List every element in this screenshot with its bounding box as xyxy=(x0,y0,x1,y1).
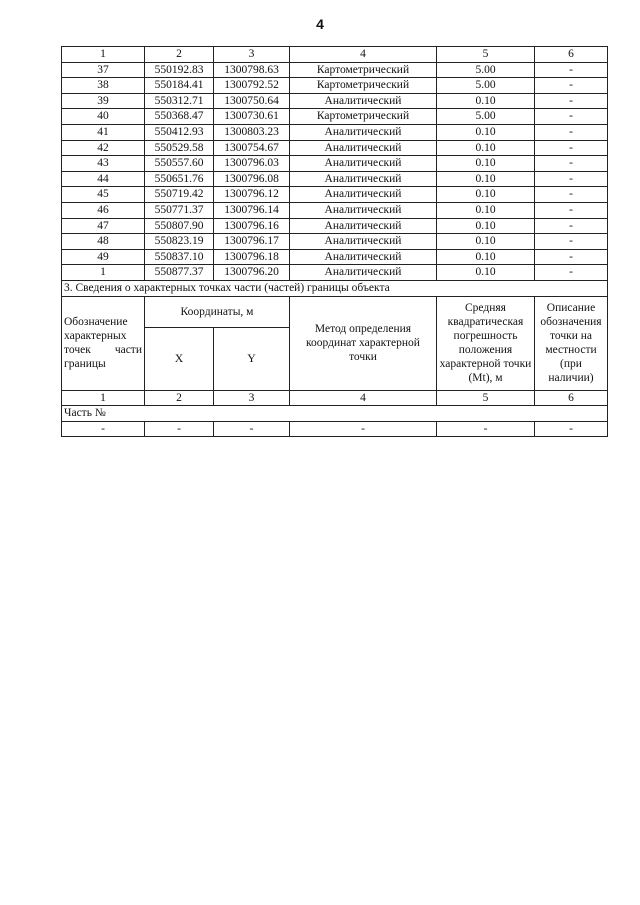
table-cell: 39 xyxy=(62,93,145,109)
table-row xyxy=(62,140,608,156)
table-cell: 41 xyxy=(62,124,145,140)
table-cell: 40 xyxy=(62,109,145,125)
table-cell: 4 xyxy=(290,47,437,63)
table-row xyxy=(62,156,608,172)
table-row xyxy=(62,187,608,203)
table-cell: - xyxy=(214,421,290,437)
table-cell: 550184.41 xyxy=(145,78,214,94)
table-cell: 1300796.03 xyxy=(214,156,290,172)
table-cell: 5 xyxy=(437,390,535,406)
part-label: Часть № xyxy=(62,406,608,422)
header-point-designation: Обозначение характерных точек части границы xyxy=(62,296,145,390)
table-cell: 1 xyxy=(62,47,145,63)
table-row xyxy=(62,218,608,234)
table-cell: - xyxy=(535,218,608,234)
table-cell: - xyxy=(535,156,608,172)
table-cell: 0.10 xyxy=(437,171,535,187)
table-cell: - xyxy=(535,171,608,187)
table-row xyxy=(62,124,608,140)
section3 xyxy=(62,280,608,436)
section3-title: 3. Сведения о характерных точках части (частей) границы объекта xyxy=(62,280,608,296)
table-cell: 0.10 xyxy=(437,218,535,234)
table-cell: - xyxy=(535,234,608,250)
table-cell: 2 xyxy=(145,47,214,63)
table-cell: - xyxy=(535,249,608,265)
table-row xyxy=(62,93,608,109)
table-cell: Картометрический xyxy=(290,78,437,94)
table-cell: 1300803.23 xyxy=(214,124,290,140)
points-table-body xyxy=(62,47,608,281)
table-cell: Аналитический xyxy=(290,124,437,140)
table-cell: 550312.71 xyxy=(145,93,214,109)
table-cell: Аналитический xyxy=(290,187,437,203)
table-cell: 1300796.18 xyxy=(214,249,290,265)
column-numbers-row xyxy=(62,47,608,63)
table-row xyxy=(62,78,608,94)
table-cell: 550877.37 xyxy=(145,265,214,281)
table-cell: 1300754.67 xyxy=(214,140,290,156)
table-cell: 48 xyxy=(62,234,145,250)
table-cell: - xyxy=(145,421,214,437)
table-cell: - xyxy=(535,78,608,94)
empty-row xyxy=(62,421,608,437)
table-row xyxy=(62,62,608,78)
table-cell: 46 xyxy=(62,202,145,218)
table-cell: 5 xyxy=(437,47,535,63)
table-cell: 1300796.17 xyxy=(214,234,290,250)
section3-numbers-row xyxy=(62,390,608,406)
table-cell: - xyxy=(535,62,608,78)
table-cell: 0.10 xyxy=(437,93,535,109)
table-row xyxy=(62,249,608,265)
table-cell: - xyxy=(535,421,608,437)
header-x: X xyxy=(145,327,214,390)
table-cell: 1300730.61 xyxy=(214,109,290,125)
table-cell: 1 xyxy=(62,390,145,406)
header-method: Метод определения координат характерной точки xyxy=(290,296,437,390)
table-cell: - xyxy=(535,265,608,281)
table-cell: 550651.76 xyxy=(145,171,214,187)
table-row xyxy=(62,234,608,250)
table-cell: 550557.60 xyxy=(145,156,214,172)
table-cell: 1300796.20 xyxy=(214,265,290,281)
table-cell: 4 xyxy=(290,390,437,406)
table-cell: 550807.90 xyxy=(145,218,214,234)
table-cell: Аналитический xyxy=(290,249,437,265)
table-cell: Аналитический xyxy=(290,93,437,109)
table-cell: 0.10 xyxy=(437,187,535,203)
table-cell: 550368.47 xyxy=(145,109,214,125)
table-cell: 0.10 xyxy=(437,124,535,140)
header-coordinates: Координаты, м xyxy=(145,296,290,327)
table-row xyxy=(62,202,608,218)
table-cell: 5.00 xyxy=(437,62,535,78)
table-cell: 5.00 xyxy=(437,109,535,125)
table-cell: 47 xyxy=(62,218,145,234)
table-cell: 1300792.52 xyxy=(214,78,290,94)
table-cell: 43 xyxy=(62,156,145,172)
table-cell: Аналитический xyxy=(290,156,437,172)
table-cell: 42 xyxy=(62,140,145,156)
page-number: 4 xyxy=(316,16,324,32)
table-cell: 550719.42 xyxy=(145,187,214,203)
table-cell: - xyxy=(535,140,608,156)
table-cell: 1300796.12 xyxy=(214,187,290,203)
table-cell: - xyxy=(535,109,608,125)
table-cell: Картометрический xyxy=(290,62,437,78)
table-cell: - xyxy=(62,421,145,437)
table-cell: - xyxy=(535,187,608,203)
table-cell: 0.10 xyxy=(437,234,535,250)
table-cell: 5.00 xyxy=(437,78,535,94)
table-cell: 550771.37 xyxy=(145,202,214,218)
table-cell: 0.10 xyxy=(437,156,535,172)
table-cell: Аналитический xyxy=(290,202,437,218)
table-cell: 49 xyxy=(62,249,145,265)
table-row xyxy=(62,265,608,281)
table-cell: Аналитический xyxy=(290,218,437,234)
table-cell: - xyxy=(535,124,608,140)
table-cell: 0.10 xyxy=(437,249,535,265)
table-cell: 0.10 xyxy=(437,202,535,218)
table-cell: 550837.10 xyxy=(145,249,214,265)
table-cell: 2 xyxy=(145,390,214,406)
table-cell: - xyxy=(535,93,608,109)
table-cell: 0.10 xyxy=(437,265,535,281)
header-description: Описание обозначения точки на местности (при наличии) xyxy=(535,296,608,390)
table-cell: 45 xyxy=(62,187,145,203)
table-cell: 6 xyxy=(535,47,608,63)
table-cell: 1300796.08 xyxy=(214,171,290,187)
table-cell: 550529.58 xyxy=(145,140,214,156)
table-row xyxy=(62,171,608,187)
table-cell: Аналитический xyxy=(290,265,437,281)
table-cell: 1300750.64 xyxy=(214,93,290,109)
table-cell: 6 xyxy=(535,390,608,406)
table-cell: 1 xyxy=(62,265,145,281)
table-cell: - xyxy=(290,421,437,437)
header-y: Y xyxy=(214,327,290,390)
table-cell: 1300798.63 xyxy=(214,62,290,78)
table-cell: 550823.19 xyxy=(145,234,214,250)
table-cell: 3 xyxy=(214,47,290,63)
table-cell: Аналитический xyxy=(290,140,437,156)
table-cell: 1300796.16 xyxy=(214,218,290,234)
table-cell: - xyxy=(535,202,608,218)
table-cell: - xyxy=(437,421,535,437)
table-cell: Аналитический xyxy=(290,234,437,250)
table-row xyxy=(62,109,608,125)
header-error: Средняя квадратическая погрешность положения характерной точки (Mt), м xyxy=(437,296,535,390)
table-cell: 1300796.14 xyxy=(214,202,290,218)
table-cell: 44 xyxy=(62,171,145,187)
table-cell: 550192.83 xyxy=(145,62,214,78)
table-cell: 550412.93 xyxy=(145,124,214,140)
table-cell: 3 xyxy=(214,390,290,406)
table-cell: Аналитический xyxy=(290,171,437,187)
table-cell: 37 xyxy=(62,62,145,78)
table-cell: 0.10 xyxy=(437,140,535,156)
points-table xyxy=(61,46,608,437)
table-cell: Картометрический xyxy=(290,109,437,125)
table-cell: 38 xyxy=(62,78,145,94)
